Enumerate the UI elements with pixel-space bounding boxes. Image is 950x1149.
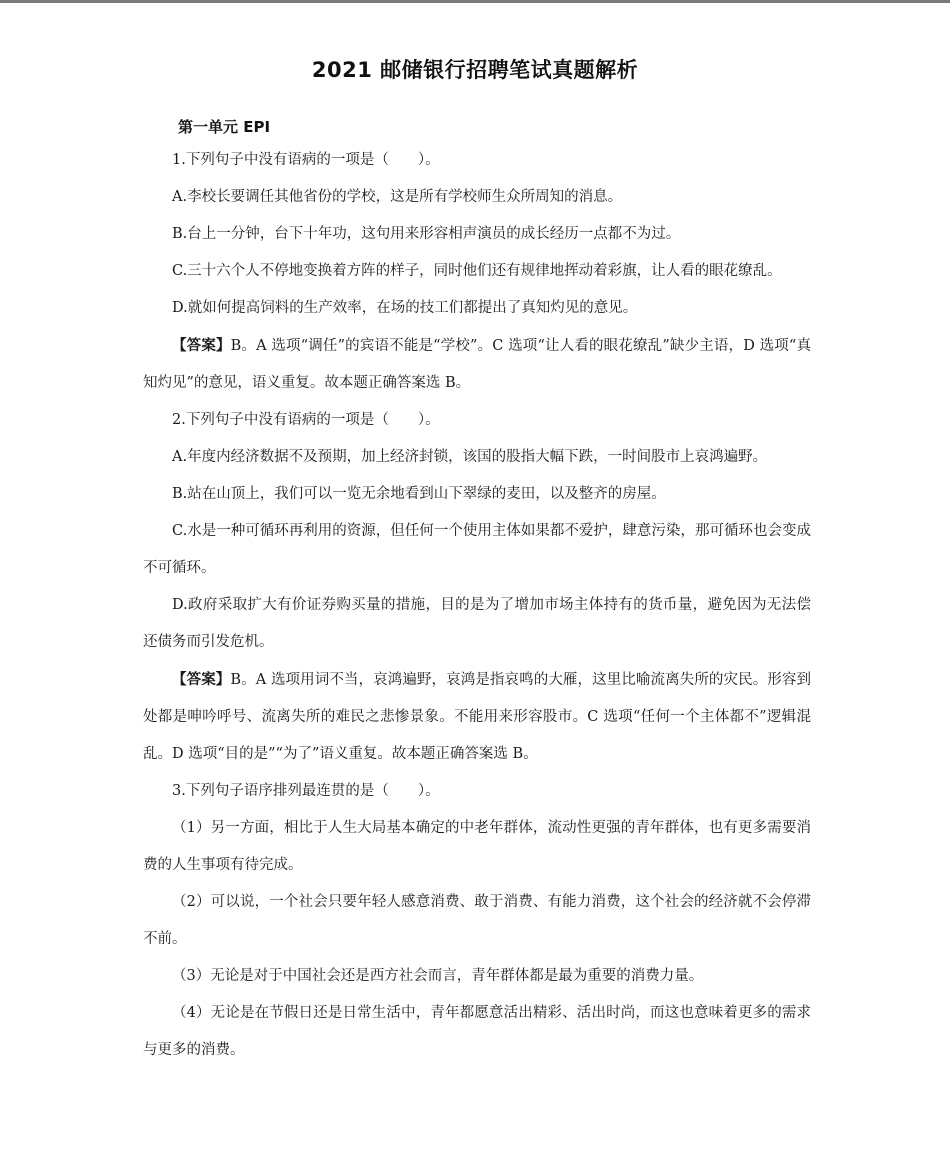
question-1-option-d: D.就如何提高饲料的生产效率，在场的技工们都提出了真知灼见的意见。: [172, 300, 638, 316]
question-2-option-a: A.年度内经济数据不及预期，加上经济封锁，该国的股指大幅下跌，一时间股市上哀鸿遍野。: [172, 449, 768, 465]
question-3-sentence-4: （4）无论是在节假日还是日常生活中，青年都愿意活出精彩、活出时尚，而这也意味着更多的需求与更多的消费。: [143, 1005, 811, 1058]
question-1-option-a: A.李校长要调任其他省份的学校，这是所有学校师生众所周知的消息。: [172, 189, 623, 205]
question-2-option-b: B.站在山顶上，我们可以一览无余地看到山下翠绿的麦田，以及整齐的房屋。: [172, 486, 666, 502]
section-heading: 第一单元 EPI: [178, 118, 271, 136]
document-title: 2021 邮储银行招聘笔试真题解析: [311, 58, 639, 82]
question-3-sentence-3: （3）无论是对于中国社会还是西方社会而言，青年群体都是最为重要的消费力量。: [172, 968, 704, 984]
question-1-option-c: C.三十六个人不停地变换着方阵的样子，同时他们还有规律地挥动着彩旗，让人看的眼花缭乱。: [172, 263, 782, 279]
answer-tag: 【答案】: [172, 671, 231, 688]
question-1-stem: 1.下列句子中没有语病的一项是（ ）。: [172, 152, 440, 168]
question-2-option-d: D.政府采取扩大有价证券购买量的措施，目的是为了增加市场主体持有的货币量，避免因为无法偿还债务而引发危机。: [143, 597, 811, 650]
answer-explanation: B。A 选项“调任”的宾语不能是“学校”。C 选项“让人看的眼花缭乱”缺少主语，D 选项“真知灼见”的意见，语义重复。故本题正确答案选 B。: [143, 338, 812, 391]
answer-tag: 【答案】: [172, 337, 231, 354]
question-1-option-b: B.台上一分钟，台下十年功，这句用来形容相声演员的成长经历一点都不为过。: [172, 226, 681, 242]
question-3-sentence-2: （2）可以说，一个社会只要年轻人感意消费、敢于消费、有能力消费，这个社会的经济就不会停滞不前。: [143, 894, 811, 947]
question-3-stem: 3.下列句子语序排列最连贯的是（ ）。: [172, 783, 440, 799]
question-1-answer: [143, 327, 811, 402]
question-2-stem: 2.下列句子中没有语病的一项是（ ）。: [172, 412, 440, 428]
answer-explanation: B。A 选项用词不当，哀鸿遍野，哀鸿是指哀鸣的大雁，这里比喻流离失所的灾民。形容到处都是呻吟呼号、流离失所的难民之悲惨景象。不能用来形容股市。C 选项“任何一个主体都不”逻辑混乱。D 选项“目的是”“为了”语义重复。故本题正确答案选 B。: [143, 672, 812, 762]
document-body: [143, 142, 811, 1069]
question-2-answer: [143, 661, 811, 773]
question-3-sentence-1: （1）另一方面，相比于人生大局基本确定的中老年群体，流动性更强的青年群体，也有更多需要消费的人生事项有待完成。: [143, 820, 811, 873]
question-2-option-c: C.水是一种可循环再利用的资源，但任何一个使用主体如果都不爱护，肆意污染，那可循环也会变成不可循环。: [143, 523, 811, 576]
